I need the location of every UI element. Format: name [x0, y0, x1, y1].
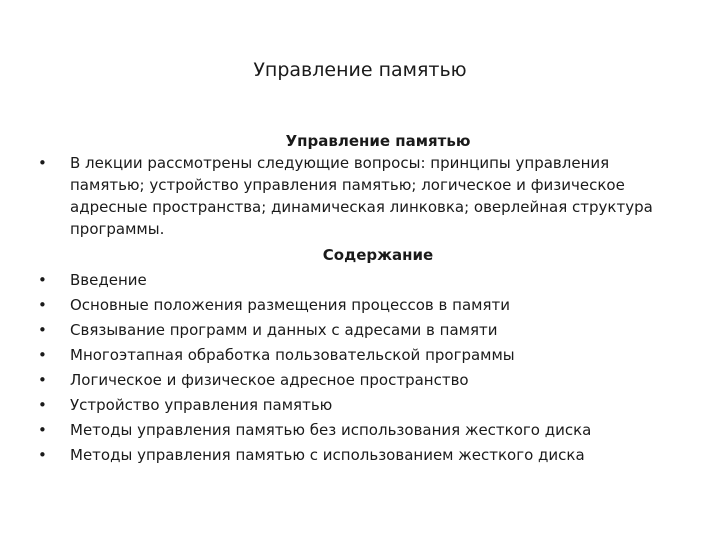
list-item: • Основные положения размещения процессов в памяти [38, 293, 688, 318]
list-item: • Логическое и физическое адресное пространство [38, 368, 688, 393]
intro-list [38, 152, 688, 240]
list-item: • Методы управления памятью с использованием жесткого диска [38, 443, 688, 468]
slide-content [38, 130, 688, 468]
list-item: • Методы управления памятью без использования жесткого диска [38, 418, 688, 443]
list-item: • Введение [38, 268, 688, 293]
list-item: • Устройство управления памятью [38, 393, 688, 418]
slide-title: Управление памятью [253, 59, 467, 81]
intro-text: • В лекции рассмотрены следующие вопросы: принципы управления памятью; устройство управления памятью; логическое и физическое адресные пространства; динамическая линковка; оверлейная структура программы. [38, 152, 688, 240]
contents-list [38, 268, 688, 468]
lecture-heading: Управление памятью [285, 132, 471, 150]
list-item: • Многоэтапная обработка пользовательской программы [38, 343, 688, 368]
list-item: • Связывание программ и данных с адресами в памяти [38, 318, 688, 343]
contents-heading: Содержание [322, 246, 434, 264]
